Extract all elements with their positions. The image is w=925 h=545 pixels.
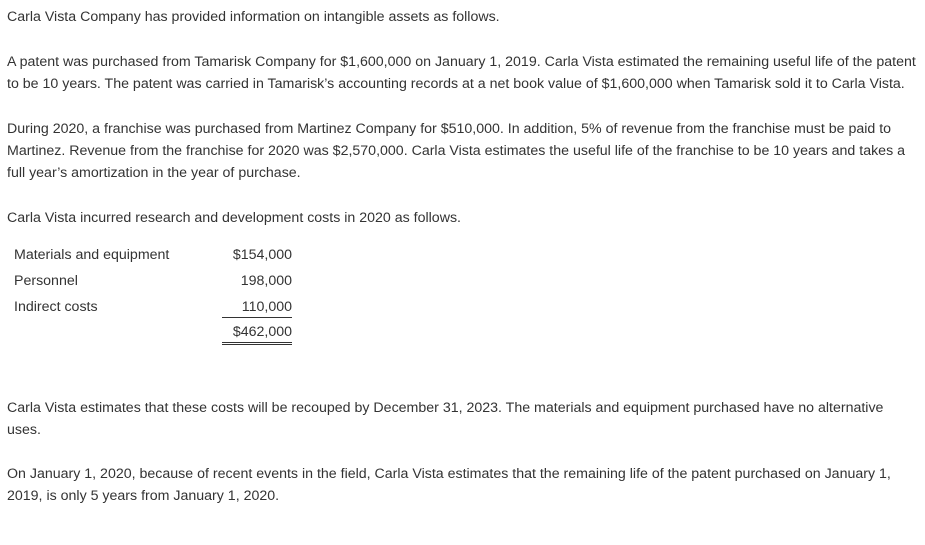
rd-intro-paragraph: Carla Vista incurred research and development costs in 2020 as follows.	[7, 210, 461, 226]
patent-life-paragraph: On January 1, 2020, because of recent events in the field, Carla Vista estimates that the remaining life of the patent purchased on January 1, 2019, is only 5 years from January 1, 2020.	[7, 466, 891, 504]
recoup-paragraph: Carla Vista estimates that these costs will be recouped by December 31, 2023. The materials and equipment purchased have no alternative uses.	[7, 400, 884, 438]
patent-paragraph: A patent was purchased from Tamarisk Company for $1,600,000 on January 1, 2019. Carla Vista estimated the remaining useful life of the patent to be 10 years. The patent was carried in Tamarisk’s accounting records at a net book value of $1,600,000 when Tamarisk sold it to Carla Vista.	[7, 54, 916, 92]
table-row	[14, 242, 292, 268]
problem-text	[7, 6, 919, 507]
cost-amount: 110,000	[222, 297, 292, 318]
cost-label: Materials and equipment	[14, 247, 170, 263]
table-row	[14, 294, 292, 320]
table-row	[14, 268, 292, 294]
cost-amount: 198,000	[240, 273, 292, 289]
franchise-paragraph: During 2020, a franchise was purchased from Martinez Company for $510,000. In addition, 5% of revenue from the franchise must be paid to Martinez. Revenue from the franchise for 2020 was $2,570,000. Carla Vista estimates the useful life of the franchise to be 10 years and takes a full year’s amortization in the year of purchase.	[7, 121, 905, 181]
table-total-row	[14, 320, 292, 346]
rd-costs-table	[14, 242, 292, 346]
cost-amount: $154,000	[232, 247, 292, 263]
cost-total: $462,000	[222, 322, 292, 345]
intro-paragraph: Carla Vista Company has provided information on intangible assets as follows.	[7, 9, 500, 25]
cost-label: Personnel	[14, 273, 78, 289]
cost-label: Indirect costs	[14, 299, 98, 315]
